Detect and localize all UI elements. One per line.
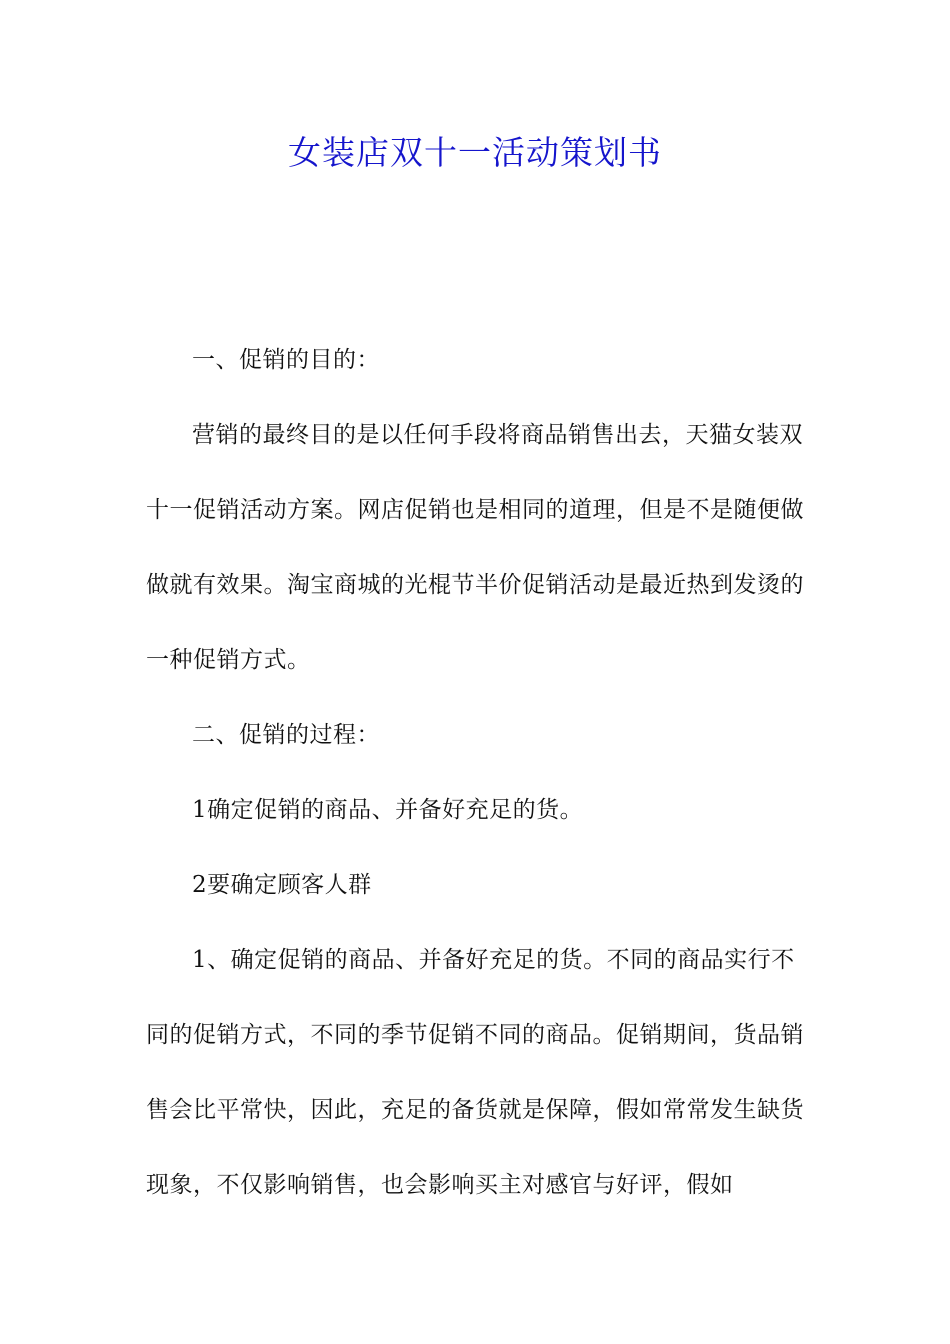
list-item-2: 2要确定顾客人群: [192, 872, 372, 898]
paragraph-process-detail: 1、确定促销的商品、并备好充足的货。不同的商品实行不同的促销方式，不同的季节促销不同的商品。促销期间，货品销售会比平常快，因此，充足的备货就是保障，假如常常发生缺货现象，不仅影响销售，也会影响买主对感官与好评，假如: [146, 947, 804, 1198]
section-heading-process: 二、促销的过程：: [192, 722, 380, 748]
list-item-1: 1确定促销的商品、并备好充足的货。: [192, 797, 584, 823]
section-heading-purpose: 一、促销的目的：: [192, 347, 380, 373]
document-title: 女装店双十一活动策划书: [288, 133, 662, 172]
paragraph-purpose-body: 营销的最终目的是以任何手段将商品销售出去，天猫女装双十一促销活动方案。网店促销也是相同的道理，但是不是随便做做就有效果。淘宝商城的光棍节半价促销活动是最近热到发烫的一种促销方式。: [146, 422, 804, 673]
